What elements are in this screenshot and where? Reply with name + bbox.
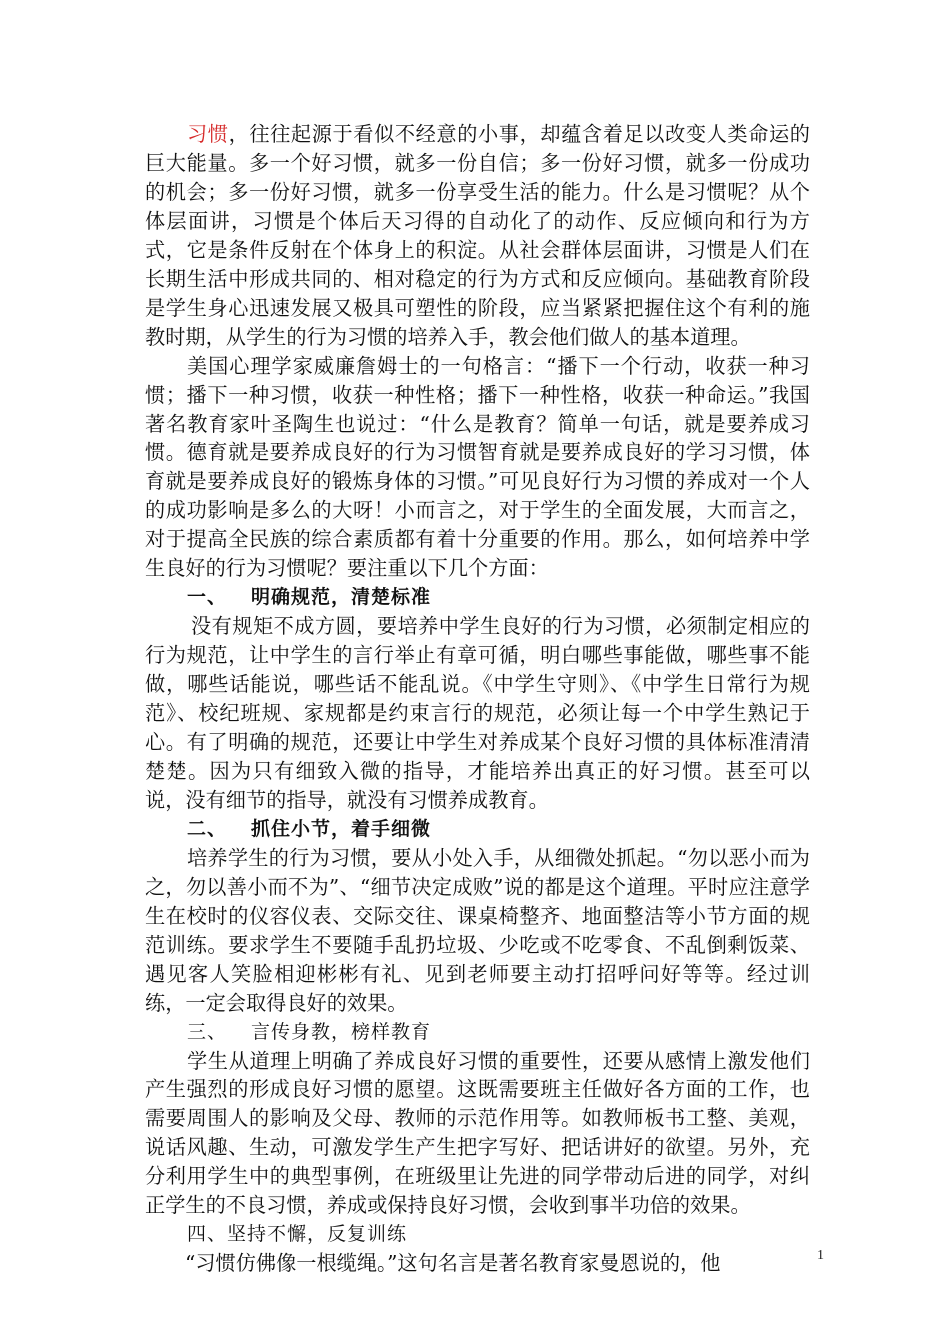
section-title: 坚持不懈，反复训练 <box>227 1223 408 1246</box>
section-title: 言传身教，榜样教育 <box>251 1020 432 1043</box>
section-title: 抓住小节，着手细微 <box>251 817 432 840</box>
section-number: 四、 <box>187 1223 228 1246</box>
section-body-4: “习惯仿佛像一根缆绳。”这句名言是著名教育家曼恩说的，他 <box>185 1251 721 1276</box>
intro-lead-word: 习惯 <box>187 122 229 146</box>
section-number: 二、 <box>187 817 228 840</box>
section-body-3: 学生从道理上明确了养成良好习惯的重要性，还要从感情上激发他们产生强烈的形成良好习惯的愿望。这既需要班主任做好各方面的工作，也需要周围人的影响及父母、教师的示范作用等。如教师板书工整、美观，说话风趣、生动，可激发学生产生把字写好、把话讲好的欲望。另外，充分利用学生中的典型事例，在班级里让先进的同学带动后进的同学，对纠正学生的不良习惯，养成或保持良好习惯，会收到事半功倍的效果。 <box>145 1048 810 1218</box>
quote-paragraph: 美国心理学家威廉詹姆士的一句格言：“播下一个行动，收获一种习惯；播下一种习惯，收获一种性格；播下一种性格，收获一种命运。”我国著名教育家叶圣陶生也说过：“什么是教育？简单一句话，就是要养成习惯。德育就是要养成良好的行为习惯智育就是要养成良好的学习习惯，体育就是要养成良好的锻炼身体的习惯。”可见良好行为习惯的养成对一个人的成功影响是多么的大呀！小而言之，对于学生的全面发展，大而言之，对于提高全民族的综合素质都有着十分重要的作用。那么，如何培养中学生良好的行为习惯呢？要注重以下几个方面： <box>145 353 810 581</box>
section-heading-1 <box>145 583 810 612</box>
section-number: 三、 <box>187 1020 228 1043</box>
section-heading-3 <box>145 1018 810 1047</box>
section-number: 一、 <box>187 586 228 609</box>
document-body <box>145 120 810 1278</box>
section-body-2: 培养学生的行为习惯，要从小处入手，从细微处抓起。“勿以恶小而为之，勿以善小而不为”、“细节决定成败”说的都是这个道理。平时应注意学生在校时的仪容仪表、交际交往、课桌椅整齐、地面整洁等小节方面的规范训练。要求学生不要随手乱扔垃圾、少吃或不吃零食、不乱倒剩饭菜、遇见客人笑脸相迎彬彬有礼、见到老师要主动打招呼问好等等。经过训练，一定会取得良好的效果。 <box>145 845 810 1015</box>
section-body-1: 没有规矩不成方圆，要培养中学生良好的行为习惯，必须制定相应的行为规范，让中学生的言行举止有章可循，明白哪些事能做，哪些事不能做，哪些话能说，哪些话不能乱说。《中学生守则》、《中学生日常行为规范》、校纪班规、家规都是约束言行的规范，必须让每一个中学生熟记于心。有了明确的规范，还要让中学生对养成某个良好习惯的具体标准清清楚楚。因为只有细致入微的指导，才能培养出真正的好习惯。甚至可以说，没有细节的指导，就没有习惯养成教育。 <box>145 614 810 812</box>
section-title: 明确规范，清楚标准 <box>251 586 432 609</box>
section-heading-4 <box>145 1220 810 1249</box>
section-heading-2 <box>145 815 810 844</box>
intro-text: ，往往起源于看似不经意的小事，却蕴含着足以改变人类命运的巨大能量。多一个好习惯，就多一份自信；多一份好习惯，就多一份成功的机会；多一份好习惯，就多一份享受生活的能力。什么是习惯呢？从个体层面讲，习惯是个体后天习得的自动化了的动作、反应倾向和行为方式，它是条件反射在个体身上的积淀。从社会群体层面讲，习惯是人们在长期生活中形成共同的、相对稳定的行为方式和反应倾向。基础教育阶段是学生身心迅速发展又极具可塑性的阶段，应当紧紧把握住这个有利的施教时期，从学生的行为习惯的培养入手，教会他们做人的基本道理。 <box>145 122 810 349</box>
intro-paragraph <box>145 120 810 352</box>
page-number: 1 <box>817 1248 824 1263</box>
